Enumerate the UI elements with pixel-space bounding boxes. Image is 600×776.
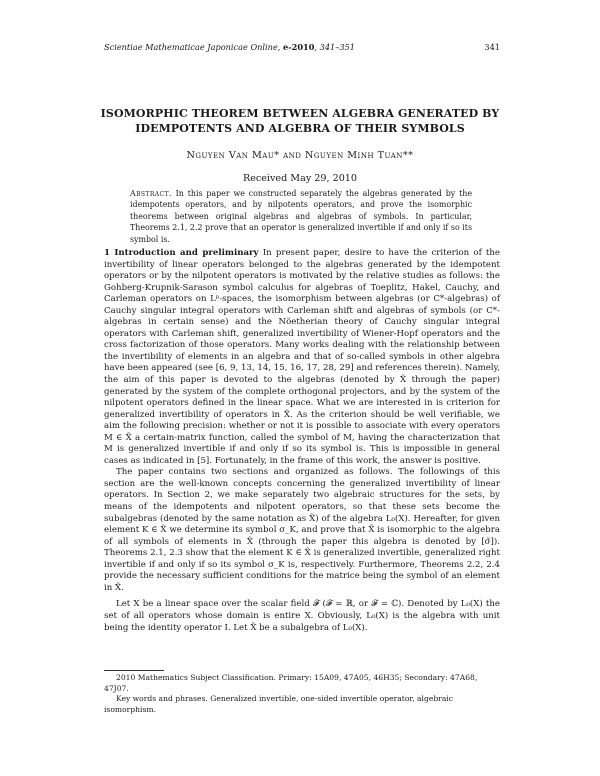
paragraph-3: Let X be a linear space over the scalar field 𝓕 (𝓕 = ℝ, or 𝓕 = ℂ). Denoted by L₀(X) the set of all operators whose domain is entire X. Obviously, L₀(X) is the algebra with unit being the identity operator I. Let X̃ be a subalgebra of L₀(X).	[104, 599, 500, 633]
paragraph-2: The paper contains two sections and organized as follows. The followings of this section are the well-known concepts concerning the generalized invertibility of linear operators. In Section 2, we make separately two algebraic structures for the sets, by means of the idempotents and nilpotent operators, so that these sets become the subalgebras (denoted by the same notation as X̃) of the algebra L₀(X). Hereafter, for given element K ∈ X̃ we determine its symbol σ_K, and prove that X̃ is isomorphic to the algebra of all symbols of elements in X̃ (through the paper this algebra is denoted by [σ̃]). Theorems 2.1, 2.3 show that the element K ∈ X̃ is generalized invertible, generalized right invertible if and only if so its symbol σ_K is, respectively. Furthermore, Theorems 2.2, 2.4 provide the necessary sufficient conditions for the matrice being the symbol of an element in X̃.	[104, 467, 500, 593]
title-line-2: IDEMPOTENTS AND ALGEBRA OF THEIR SYMBOLS	[135, 122, 465, 135]
paper-title	[100, 106, 500, 136]
journal-pages: , 341–351	[314, 42, 355, 52]
section-introduction	[104, 248, 500, 634]
title-line-1: ISOMORPHIC THEOREM BETWEEN ALGEBRA GENERATED BY	[100, 107, 500, 120]
paragraph-1-text: In present paper, desire to have the criterion of the invertibility of linear operators belonged to the algebras generated by the idempotent operators or by the nilpotent operators is motivated by the relative studies as follows: the Gohberg-Krupnik-Sarason symbol calculus for algebras of Toeplitz, Hakel, Cauchy, and Carleman operators on Lᵖ-spaces, the isomorphism between algebras (or C*-algebras) of Cauchy singular integral operators with Carleman shift and algebras of symbols (or C*-algebras in certain sense) and the Nöetherian theory of Cauchy singular integral operators with Carleman shift, generalized invertibility of Wiener-Hopf operators and the cross factorization of those operators. Many works dealing with the relationship between the invertibility of elements in an algebra and that of so-called symbols in other algebra have been appeared (see [6, 9, 13, 14, 15, 16, 17, 28, 29] and references therein). Namely, the aim of this paper is devoted to the algebras (denoted by X̃ through the paper) generated by the system of the complete orthogonal projectors, and by the system of the nilpotent operators defined in the linear space. What we are interested in is criterion for generalized invertibility of operators in X̃. As the criterion should be well verifiable, we aim the following precision: whether or not it is possible to associate with every operators M ∈ X̃ a certain-matrix function, called the symbol of M, having the characterization that M is generalized invertible if and only if so its symbol is. This is impossible in general cases as indicated in [5]. Fortunately, in the frame of this work, the answer is positive.	[104, 248, 501, 466]
received-date: Received May 29, 2010	[242, 173, 358, 184]
journal-year: e-2010	[283, 42, 315, 52]
running-header	[104, 42, 500, 52]
page-number: 341	[484, 42, 500, 52]
footnote-msc: 2010 Mathematics Subject Classification. Primary: 15A09, 47A05, 46H35; Secondary: 47A68, 47J07.	[104, 673, 478, 693]
abstract	[130, 188, 472, 245]
footnote-rule	[104, 670, 164, 671]
paragraph-1	[104, 248, 500, 467]
authors: Nguyen Van Mau* and Nguyen Minh Tuan**	[186, 150, 414, 161]
abstract-text: In this paper we constructed separately the algebras generated by the idempotents operators, and by nilpotents operators, and prove the isomorphic theorems between original algebras and algebras of symbols. In particular, Theorems 2.1, 2.2 prove that an operator is generalized invertible if and only if so its symbol is.	[130, 189, 472, 244]
footnotes	[104, 670, 500, 715]
journal-name: Scientiae Mathematicae Japonicae Online,	[104, 42, 281, 52]
footnote-keywords: Key words and phrases. Generalized invertible, one-sided invertible operator, algebraic isomorphism.	[104, 694, 454, 714]
abstract-label: Abstract.	[130, 189, 172, 198]
section-heading: 1 Introduction and preliminary	[104, 248, 259, 258]
